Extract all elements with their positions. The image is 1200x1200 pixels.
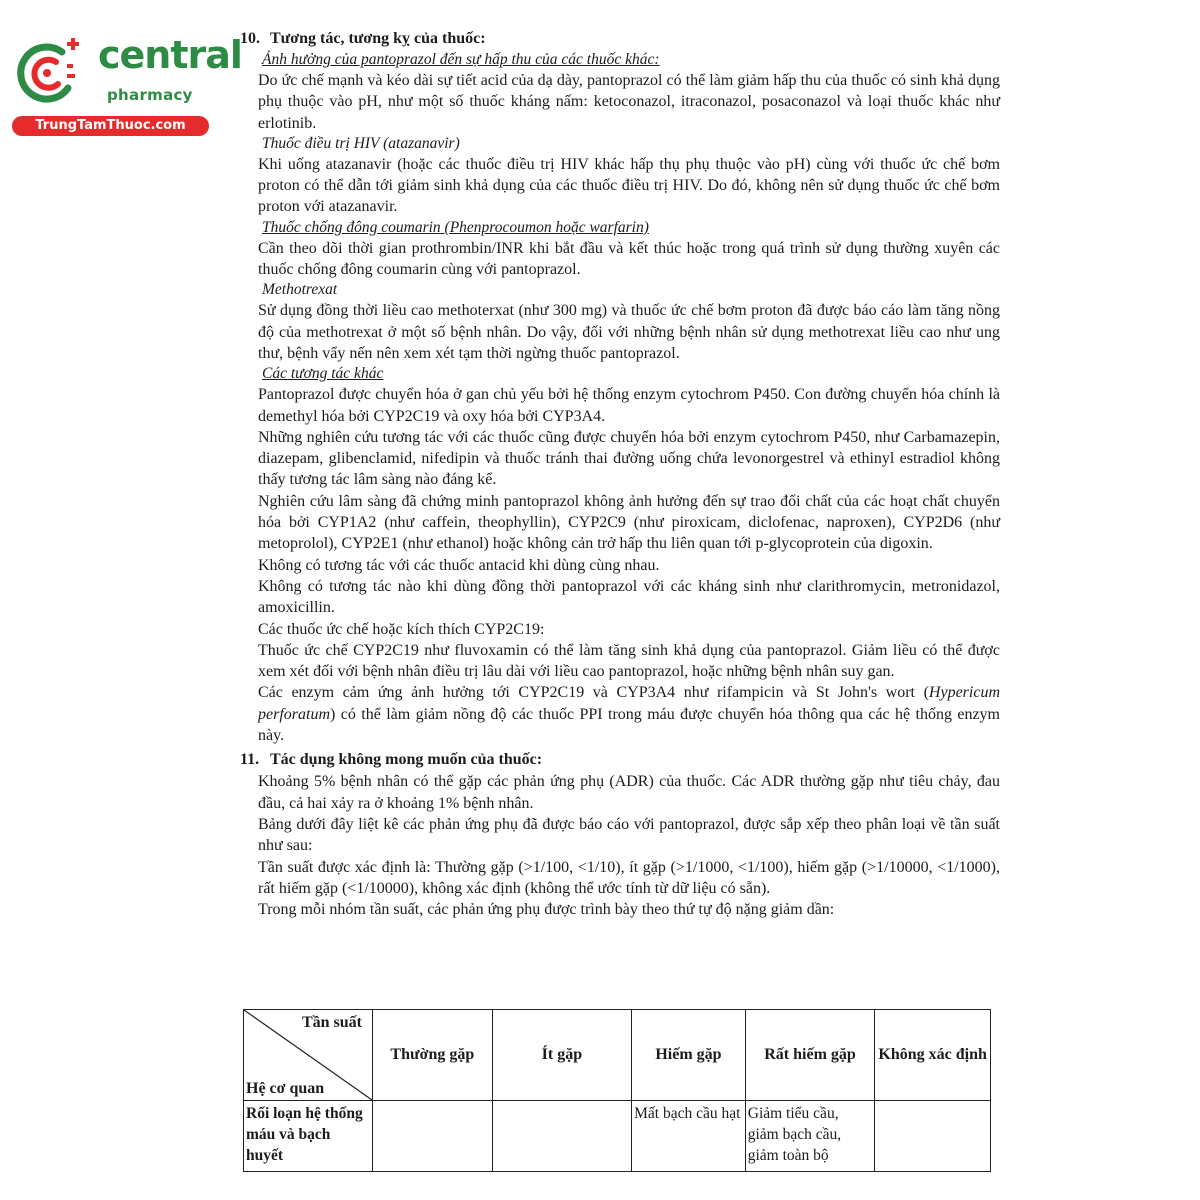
brand-url-link[interactable]: TrungTamThuoc.com	[12, 116, 209, 136]
paragraph: Do ức chế mạnh và kéo dài sự tiết acid của dạ dày, pantoprazol có thể làm giảm hấp thu của thuốc có sinh khả dụng phụ thuộc vào pH, như một số thuốc kháng nấm: ketoconazol, itraconazol, posaconazol và loại thuốc khác như erlotinib.	[258, 72, 1000, 132]
paragraph: Thuốc ức chế CYP2C19 như fluvoxamin có thể làm tăng sinh khả dụng của pantoprazol. Giảm liều có thể được xem xét đối với bệnh nhân điều trị lâu dài với liều cao pantoprazol, hoặc những bệnh nhân suy gan.	[258, 641, 1000, 681]
section-title: Tác dụng không mong muốn của thuốc:	[270, 751, 543, 769]
subheading: Thuốc chống đông coumarin (Phenprocoumon hoặc warfarin)	[262, 218, 649, 236]
subheading: Methotrexat	[262, 281, 338, 299]
organ-system-cell: Rối loạn hệ thống máu và bạch huyết	[244, 1101, 373, 1172]
column-header: Rất hiếm gặp	[745, 1010, 875, 1101]
table-cell: Giảm tiểu cầu, giảm bạch cầu, giảm toàn bộ	[745, 1101, 875, 1172]
subheading: Thuốc điều trị HIV (atazanavir)	[262, 134, 460, 152]
paragraph: Nghiên cứu lâm sàng đã chứng minh pantoprazol không ảnh hưởng đến sự trao đổi chất của các hoạt chất chuyển hóa bởi CYP1A2 (như caffein, theophyllin), CYP2C9 (như piroxicam, diclofenac, naproxen), CYP2D6 (như metoprolol), CYP2E1 (như ethanol) hoặc không cản trở hấp thu liên quan tới p-glycoprotein của digoxin.	[258, 492, 1000, 553]
table-row	[244, 1101, 991, 1172]
corner-label-frequency: Tần suất	[301, 1014, 362, 1031]
section-title: Tương tác, tương kỵ của thuốc:	[270, 30, 486, 47]
table-corner-cell	[244, 1010, 373, 1101]
brand-name: central	[98, 33, 242, 77]
column-header: Thường gặp	[373, 1010, 493, 1101]
table-cell	[373, 1101, 493, 1172]
paragraph: Các thuốc ức chế hoặc kích thích CYP2C19:	[258, 620, 545, 638]
paragraph: Khoảng 5% bệnh nhân có thể gặp các phản ứng phụ (ADR) của thuốc. Các ADR thường gặp như tiêu chảy, đau đầu, cả hai xảy ra ở khoảng 1% bệnh nhân.	[258, 773, 1000, 812]
section-11	[240, 749, 1000, 920]
column-header: Hiếm gặp	[632, 1010, 746, 1101]
paragraph: Những nghiên cứu tương tác với các thuốc cũng được chuyển hóa bởi enzym cytochrom P450, như Carbamazepin, diazepam, glibenclamid, nifedipin và thuốc tránh thai đường uống chứa levonorgestrel và ethinyl estradiol không thấy tương tác lâm sàng nào đáng kể.	[258, 428, 1000, 489]
section-number: 10.	[240, 30, 260, 47]
subheading: Các tương tác khác	[262, 365, 384, 383]
table-cell	[875, 1101, 991, 1172]
brand-subtitle: pharmacy	[107, 86, 193, 104]
central-pharmacy-logo-icon	[12, 38, 82, 108]
paragraph: Khi uống atazanavir (hoặc các thuốc điều trị HIV khác hấp thụ phụ thuộc vào pH) cùng với thuốc ức chế bơm proton có thể dẫn tới giảm sinh khả dụng của các thuốc điều trị HIV. Do đó, không nên sử dụng thuốc ức chế bơm proton với atazanavir.	[258, 155, 1000, 216]
paragraph-text: ) có thể làm giảm nồng độ các thuốc PPI trong máu được chuyển hóa thông qua các hệ thống enzym này.	[258, 705, 1000, 745]
paragraph: Sử dụng đồng thời liều cao methoterxat (như 300 mg) và thuốc ức chế bơm proton đã được báo cáo làm tăng nồng độ của methotrexat ở một số bệnh nhân. Do vậy, đối với những bệnh nhân sử dụng methotrexat liều cao như ung thư, bệnh vẩy nến nên xem xét tạm thời ngừng thuốc pantoprazol.	[258, 302, 1000, 362]
document-body	[240, 28, 1000, 920]
paragraph	[258, 682, 1000, 746]
subheading: Ảnh hưởng của pantoprazol đến sự hấp thu của các thuốc khác:	[262, 51, 660, 68]
table-cell: Mất bạch cầu hạt	[632, 1101, 746, 1172]
paragraph: Cần theo dõi thời gian prothrombin/INR khi bắt đầu và kết thúc hoặc trong quá trình sử dụng thường xuyên các thuốc chống đông coumarin cùng với pantoprazol.	[258, 239, 1000, 279]
paragraph: Không có tương tác nào khi dùng đồng thời pantoprazol với các kháng sinh như clarithromycin, metronidazol, amoxicillin.	[258, 577, 1000, 617]
section-number: 11.	[240, 751, 260, 769]
paragraph: Tần suất được xác định là: Thường gặp (>1/100, <1/10), ít gặp (>1/1000, <1/100), hiếm gặp (>1/10000, <1/1000), rất hiếm gặp (<1/10000), không xác định (không thể ước tính từ dữ liệu có sẵn).	[258, 858, 1000, 897]
section-heading	[240, 749, 1000, 771]
table-cell	[492, 1101, 631, 1172]
column-header: Không xác định	[875, 1010, 991, 1101]
paragraph-text: Các enzym cảm ứng ảnh hưởng tới CYP2C19 và CYP3A4 như rifampicin và St John's wort (	[258, 684, 929, 702]
italic-species-name: Hypericum perforatum	[258, 684, 1000, 723]
section-heading	[240, 28, 1000, 50]
paragraph: Trong mỗi nhóm tần suất, các phản ứng phụ được trình bày theo thứ tự độ nặng giảm dần:	[258, 901, 835, 919]
brand-logo	[12, 33, 242, 136]
column-header: Ít gặp	[492, 1010, 631, 1101]
paragraph: Không có tương tác với các thuốc antacid khi dùng cùng nhau.	[258, 556, 660, 574]
paragraph: Bảng dưới đây liệt kê các phản ứng phụ đã được báo cáo với pantoprazol, được sắp xếp theo phân loại về tần suất như sau:	[258, 815, 1000, 855]
table-header-row	[244, 1010, 991, 1101]
corner-label-organ-system: Hệ cơ quan	[246, 1080, 325, 1097]
section-10	[240, 28, 1000, 746]
adverse-reactions-table	[243, 1009, 991, 1172]
paragraph: Pantoprazol được chuyển hóa ở gan chủ yếu bởi hệ thống enzym cytochrom P450. Con đường chuyển hóa chính là demethyl hóa bởi CYP2C19 và oxy hóa bởi CYP3A4.	[258, 386, 1000, 425]
